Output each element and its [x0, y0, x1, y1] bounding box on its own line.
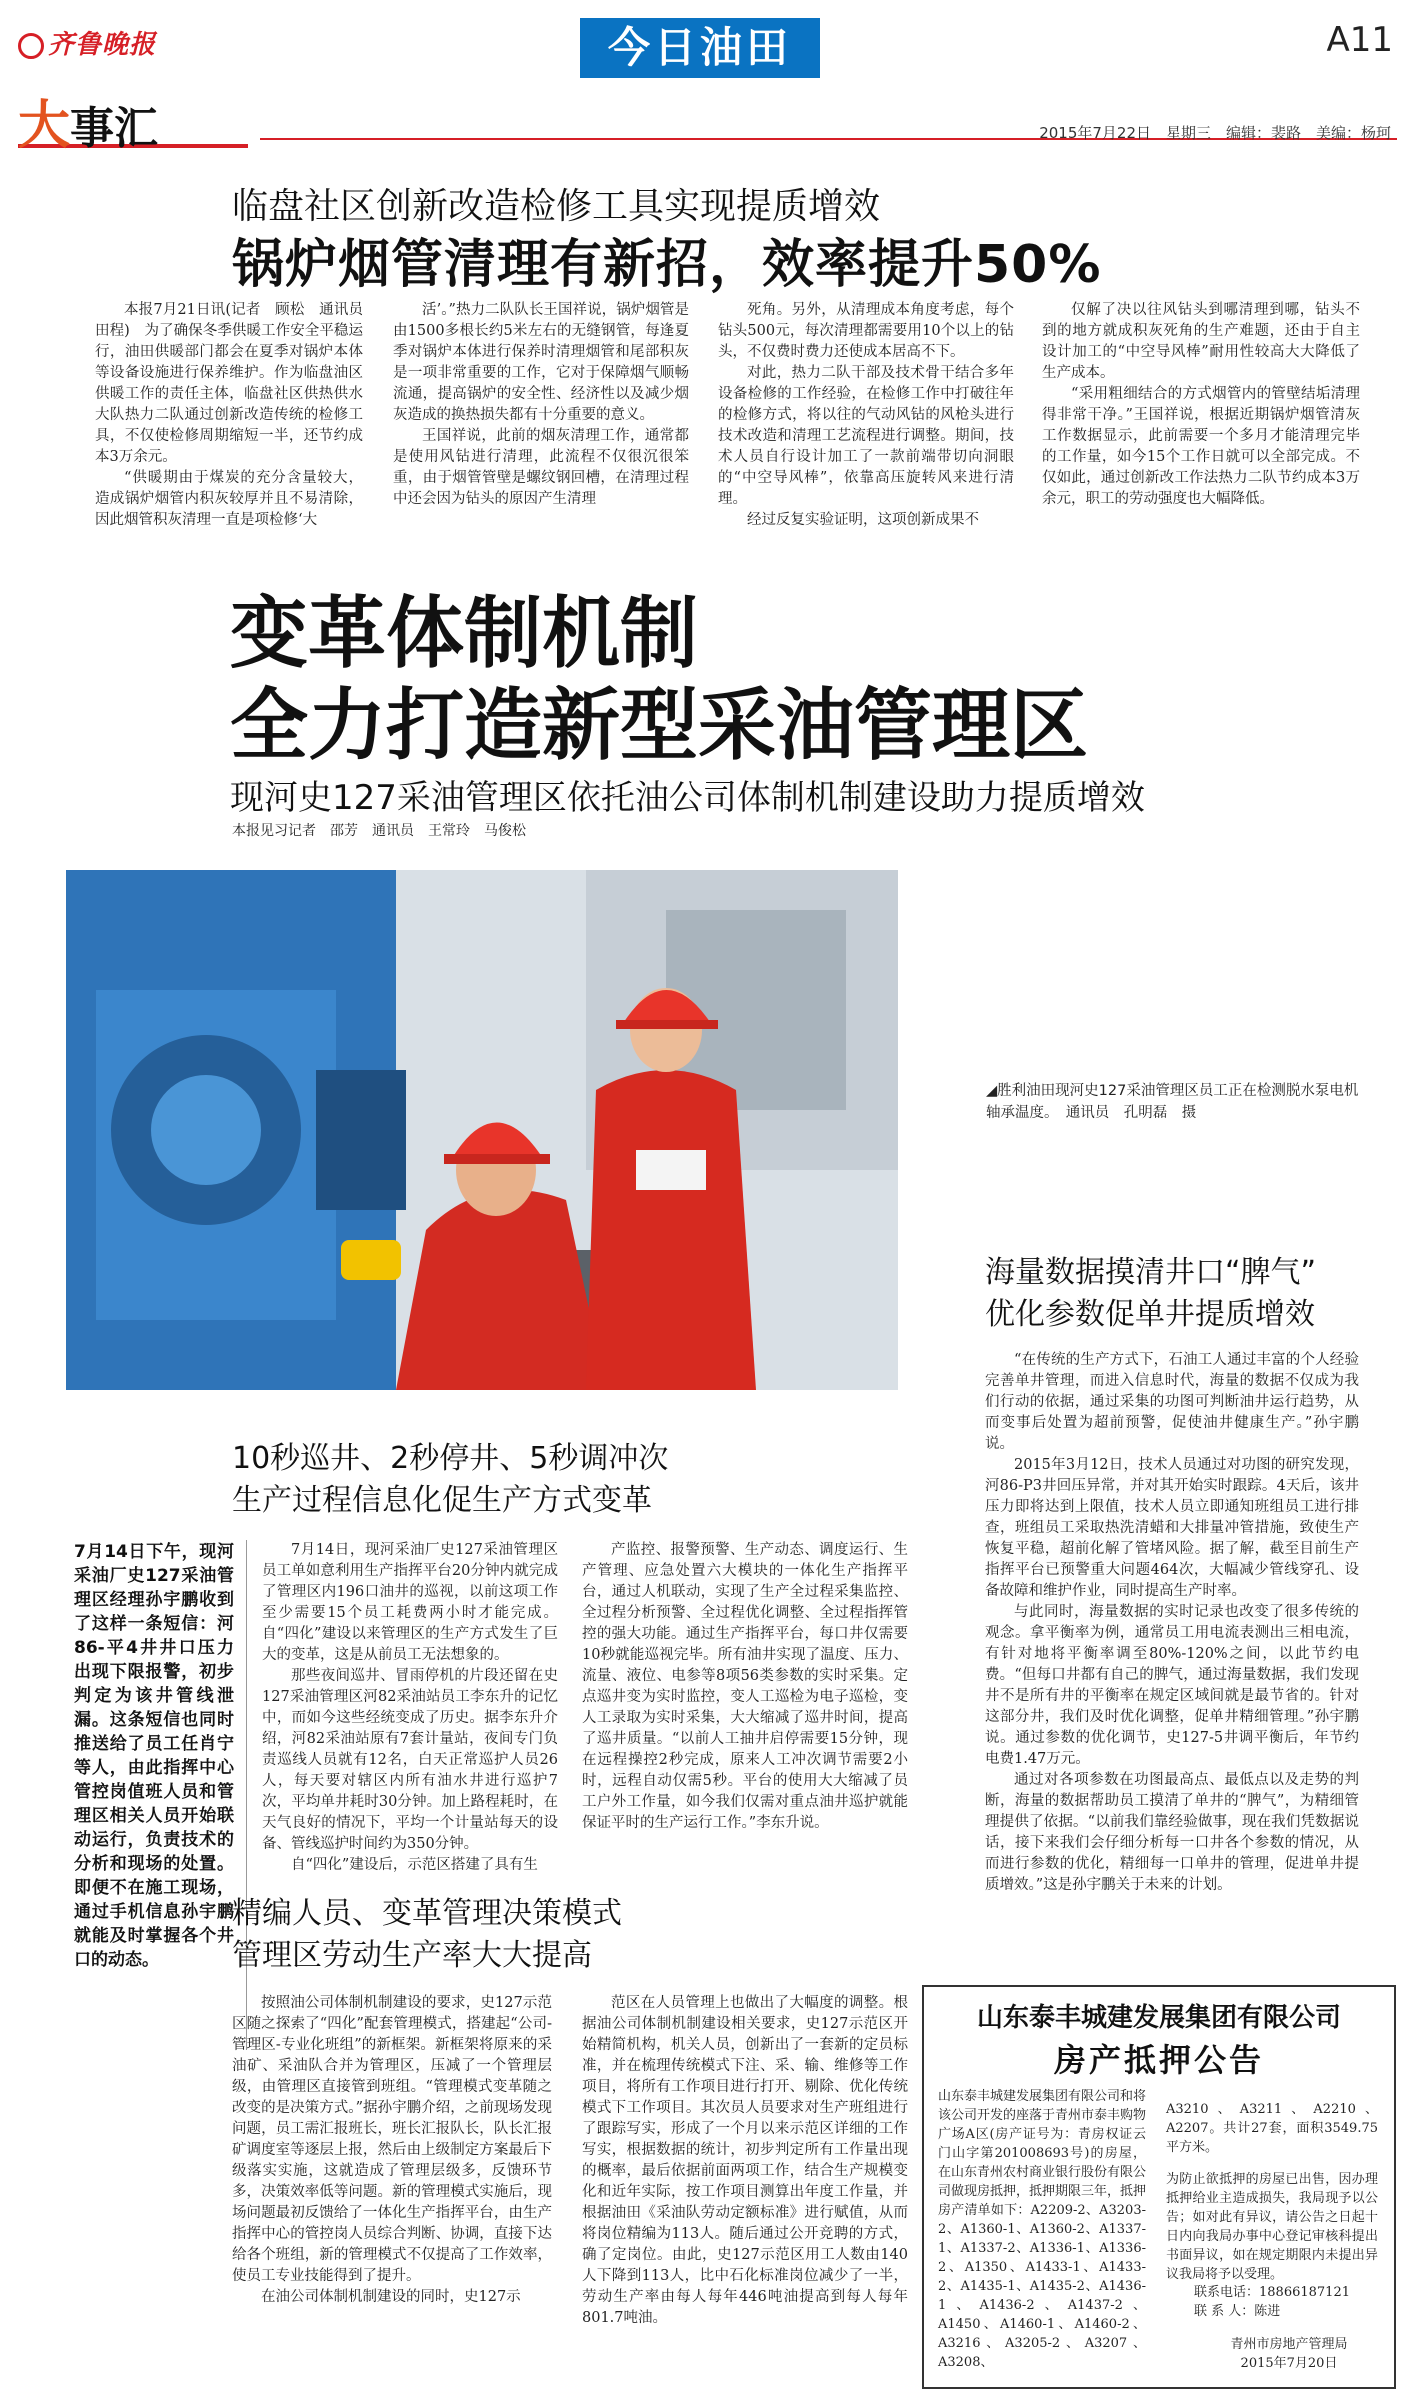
section1-title-line1: 10秒巡井、2秒停井、5秒调冲次 [232, 1441, 669, 1476]
paragraph: 按照油公司体制机制建设的要求，史127示范区随之探索了“四化”配套管理模式，搭建起“公司-管理区-专业化班组”的新框架。新框架将原来的采油矿、采油队合并为管理区，压减了一个管理层级，由管理区直接管到班组。“管理模式变革随之改变的是决策方式。”据孙宇鹏介绍，之前现场发现问题，员工需汇报班长，班长汇报队长，队长汇报矿调度室等逐层上报，然后由上级制定方案最后下级落实实施，这就造成了管理层级多，反馈环节多，决策效率低等问题。新的管理模式实施后，现场问题最初反馈给了一体化生产指挥平台，由生产指挥中心的管控岗人员综合判断、协调，直接下达给各个班组，新的管理模式不仅提高了工作效率，使员工专业技能得到了提升。 [232, 1995, 552, 2284]
legal-notice-box [922, 1985, 1396, 2389]
section2-title [232, 1893, 892, 1977]
story1-kicker: 临盘社区创新改造检修工具实现提质增效 [232, 186, 881, 227]
section-title [18, 92, 248, 156]
section2-title-line1: 精编人员、变革管理决策模式 [232, 1896, 622, 1931]
story1-col2 [393, 300, 689, 510]
section1-col2 [582, 1540, 908, 1834]
paragraph: 7月14日，现河采油厂史127采油管理区员工单如意利用生产指挥平台20分钟内就完成了管理区内196口油井的巡视，以前这项工作至少需要15个员工耗费两小时才能完成。自“四化”建设以来管理区的生产方式发生了巨大的变革，这是从前员工无法想象的。 [262, 1542, 558, 1663]
page-section-tag: 今日油田 [580, 18, 820, 78]
notice-body-right [1166, 2087, 1378, 2297]
paragraph: 与此同时，海量数据的实时记录也改变了很多传统的观念。拿平衡率为例，通常员工用电流表测出三相电流，有针对地将平衡率调至80%-120%之间，以此节约电费。“但每口井都有自己的脾气，通过海量数据，我们发现井不是所有井的平衡率在规定区域间就是最节省的。针对这部分井，我们及时优化调整，促单井精细管理。”孙宇鹏说。通过参数的优化调节，史127-5井调平衡后，年节约电费1.47万元。 [985, 1604, 1359, 1767]
section1-title-line2: 生产过程信息化促生产方式变革 [232, 1483, 652, 1518]
paragraph: 经过反复实验证明，这项创新成果不 [747, 512, 979, 528]
notice-contact-person: 联 系 人：陈进 [1194, 2304, 1281, 2319]
section3-title-line1: 海量数据摸清井口“脾气” [985, 1255, 1317, 1290]
paragraph: A3210、A3211、A2210、A2207。共计27套，面积3549.75平方米。 [1166, 2102, 1378, 2155]
story2-headline-line2: 全力打造新型采油管理区 [230, 681, 1089, 771]
paragraph: 产监控、报警预警、生产动态、调度运行、生产管理、应急处置六大模块的一体化生产指挥平台，通过人机联动，实现了生产全过程采集监控、全过程分析预警、全过程优化调整、全过程指挥管控的强大功能。通过生产指挥平台，每口井仅需要10秒就能巡视完毕。所有油井实现了温度、压力、流量、液位、电参等8项56类参数的实时采集。定点巡井变为实时监控，变人工巡检为电子巡检，变人工录取为实时采集，大大缩减了巡井时间，提高了巡井质量。“以前人工抽井启停需要15分钟，现在远程操控2秒完成，原来人工冲次调节需要2小时，远程自动仅需5秒。平台的使用大大缩减了员工户外工作量，如今我们仅需对重点油井巡护就能保证平时的生产运行工作。”李东升说。 [582, 1542, 908, 1831]
story1-headline: 锅炉烟管清理有新招，效率提升50% [232, 235, 1102, 295]
paragraph: 2015年3月12日，技术人员通过对功图的研究发现，河86-P3井回压异常，并对其开始实时跟踪。4天后，该井压力即将达到上限值，技术人员立即通知班组员工进行排查，班组员工采取热洗清蜡和大排量冲管措施，致使生产恢复平稳，超前化解了管堵风险。据了解，截至目前生产指挥平台已预警重大问题464次，大幅减少管线穿孔、设备故障和维护作业，同时提高生产时率。 [985, 1457, 1359, 1599]
photo-caption: ◢胜利油田现河史127采油管理区员工正在检测脱水泵电机轴承温度。 通讯员 孔明磊 摄 [986, 1083, 1359, 1121]
story1-col4 [1042, 300, 1360, 510]
section2-col2 [582, 1993, 908, 2329]
news-photo-workers [66, 870, 898, 1390]
notice-company: 山东泰丰城建发展集团有限公司 [976, 2003, 1341, 2033]
notice-issuer-block [1194, 2335, 1384, 2373]
section-title-rest: 事汇 [70, 103, 159, 154]
paragraph: “在传统的生产方式下，石油工人通过丰富的个人经验完善单井管理，而进入信息时代，海量的数据不仅成为我们行动的依据，通过采集的功图可判断油井运行趋势，从而变事后处置为超前预警，促使油井健康生产。”孙宇鹏说。 [985, 1352, 1359, 1452]
story2-headline-line1: 变革体制机制 [230, 589, 699, 679]
paragraph: 仅解了决以往风钻头到哪清理到哪，钻头不到的地方就成积灰死角的生产难题，还由于自主设计加工的“中空导风棒”耐用性较高大大降低了生产成本。 [1042, 302, 1360, 381]
story2-headline [230, 588, 1088, 772]
section2-col1 [232, 1993, 552, 2308]
paragraph: 通过对各项参数在功图最高点、最低点以及走势的判断，海量的数据帮助员工摸清了单井的“脾气”，为精细管理提供了依据。“以前我们靠经验做事，现在我们凭数据说话，接下来我们会仔细分析每一口井各个参数的情况，从而进行参数的优化，精细每一口单井的管理，促进单井提质增效。”这是孙宇鹏关于未来的计划。 [985, 1772, 1359, 1893]
section3-title [985, 1252, 1385, 1336]
story1-col1 [95, 300, 378, 531]
logo-ring-icon [18, 33, 44, 59]
paragraph: 死角。另外，从清理成本角度考虑，每个钻头500元，每次清理都需要用10个以上的钻头，不仅费时费力还使成本居高不下。 [718, 302, 1014, 360]
story2-byline: 本报见习记者 邵芳 通讯员 王常玲 马俊松 [232, 823, 526, 839]
story2-sidebar-lede: 7月14日下午，现河采油厂史127采油管理区经理孙宇鹏收到了这样一条短信：河86-平4井井口压力出现下限报警，初步判定为该井管线泄漏。这条短信也同时推送给了员工任肖宁等人，由此指挥中心管控岗值班人员和管理区相关人员开始联动运行，负责技术的分析和现场的处置。即便不在施工现场，通过手机信息孙宇鹏就能及时掌握各个井口的动态。 [74, 1542, 234, 1970]
section2-title-line2: 管理区劳动生产率大大提高 [232, 1938, 592, 1973]
paper-name: 齐鲁晚报 [48, 30, 157, 60]
paragraph: 自“四化”建设后，示范区搭建了具有生 [291, 1857, 538, 1873]
notice-body-left: 山东泰丰城建发展集团有限公司和将该公司开发的座落于青州市泰丰购物广场A区(房产证号为：青房权证云门山字第201008693号)的房屋，在山东青州农村商业银行股份有限公司做现房抵押，抵押期限三年，抵押房产清单如下：A2209-2、A3203-2、A1360-1、A1360-2、A1337-1、A1337-2、A1336-1、A1336-2、A1350、A1433-1、A1433-2、A1435-1、A1435-2、A1436-1、A1436-2、A1437-2、A1450、A1460-1、A1460-2、A3216、A3205-2、A3207、A3208、 [938, 2089, 1147, 2370]
section3-body [985, 1350, 1359, 1896]
notice-contact [1194, 2283, 1384, 2321]
story2-subhead: 现河史127采油管理区依托油公司体制机制建设助力提质增效 [230, 778, 1145, 818]
notice-phone: 联系电话：18866187121 [1194, 2285, 1350, 2300]
paragraph: 那些夜间巡井、冒雨停机的片段还留在史127采油管理区河82采油站员工李东升的记忆中，而如今这些经统变成了历史。据李东升介绍，河82采油站原有7套计量站，夜间专门负责巡线人员就有12名，白天正常巡护人员26人，每天要对辖区内所有油水井进行巡护7次，平均单井耗时30分钟。加上路程耗时，在天气良好的情况下，平均一个计量站每天的设备、管线巡护时间约为350分钟。 [262, 1668, 558, 1852]
newspaper-logo [18, 24, 168, 64]
page-number: A11 [1326, 20, 1393, 60]
paragraph: “采用粗细结合的方式烟管内的管壁结垢清理得非常干净。”王国祥说，根据近期锅炉烟管清灰工作数据显示，此前需要一个多月才能清理完毕的工作量，如今15个工作日就可以全部完成。不仅如此，通过创新改工作法热力二队节约成本3万余元，职工的劳动强度也大幅降低。 [1042, 386, 1360, 507]
paragraph: 为防止欲抵押的房屋已出售，因办理抵押给业主造成损失，我局现予以公告；如对此有异议，请公告之日起十日内向我局办事中心登记审核科提出书面异议，如在规定期限内未提出异议我局将予以受理。 [1166, 2172, 1378, 2282]
paragraph: 活’。”热力二队队长王国祥说，锅炉烟管是由1500多根长约5米左右的无缝钢管，每逢夏季对锅炉本体进行保养时清理烟管和尾部积灰是一项非常重要的工作，它对于保障烟气顺畅流通，提高锅炉的安全性、经济性以及减少烟灰造成的换热损失都有十分重要的意义。 [393, 302, 689, 423]
paragraph: 在油公司体制机制建设的同时，史127示 [261, 2289, 521, 2305]
photo-illustration [66, 870, 898, 1390]
paragraph: 王国祥说，此前的烟灰清理工作，通常都是使用风钻进行清理，此流程不仅很沉很笨重，由于烟管管壁是螺纹钢回槽，在清理过程中还会因为钻头的原因产生清理 [393, 428, 689, 507]
story1-col3 [718, 300, 1014, 531]
section1-col1 [262, 1540, 558, 1876]
notice-title: 房产抵押公告 [1053, 2041, 1264, 2079]
dateline: 2015年7月22日 星期三 编辑：裴路 美编：杨珂 [1039, 124, 1391, 142]
paragraph: 本报7月21日讯(记者 顾松 通讯员 田程) 为了确保冬季供暖工作安全平稳运行，油田供暖部门都会在夏季对锅炉本体等设备设施进行保养维护。作为临盘油区供暖工作的责任主体，临盘社区供热供水大队热力二队通过创新改造传统的检修工具，不仅使检修周期缩短一半，还节约成本3万余元。 [95, 302, 378, 465]
notice-date: 2015年7月20日 [1240, 2356, 1338, 2371]
notice-issuer: 青州市房地产管理局 [1230, 2337, 1348, 2352]
paragraph: 对此，热力二队干部及技术骨干结合多年设备检修的工作经验，在检修工作中打破往年的检修方式，将以往的气动风钻的风枪头进行技术改造和清理工艺流程进行调整。期间，技术人员自行设计加工了一款前端带切向洞眼的“中空导风棒”，依靠高压旋转风来进行清理。 [718, 365, 1014, 507]
section3-title-line2: 优化参数促单井提质增效 [985, 1297, 1315, 1332]
paragraph: 范区在人员管理上也做出了大幅度的调整。根据油公司体制机制建设相关要求，史127示范区开始精简机构，机关人员，创新出了一套新的定员标准，并在梳理传统模式下注、采、输、维修等工作项目，将所有工作项目进行打开、剔除、优化传统模式下工作项目。其次员人员要求对生产班组进行了跟踪写实，形成了一个月以来示范区详细的工作写实，根据数据的统计，初步判定所有工作量出现的概率，最后依据前面两项工作，结合生产规模变化和近年实际，按工作项目测算出年度工作量，并根据油田《采油队劳动定额标准》进行赋值，从而将岗位精编为113人。随后通过公开竞聘的方式，确了定岗位。由此，史127示范区用工人数由140人下降到113人，比中石化标准岗位减少了一半，劳动生产率由每人每年446吨油提高到每人每年801.7吨油。 [582, 1995, 908, 2326]
paragraph: “供暖期由于煤炭的充分含量较大，造成锅炉烟管内积灰较厚并且不易清除，因此烟管积灰清理一直是项检修‘大 [95, 470, 363, 528]
section-title-big: 大 [18, 96, 71, 156]
section1-title [232, 1438, 872, 1522]
